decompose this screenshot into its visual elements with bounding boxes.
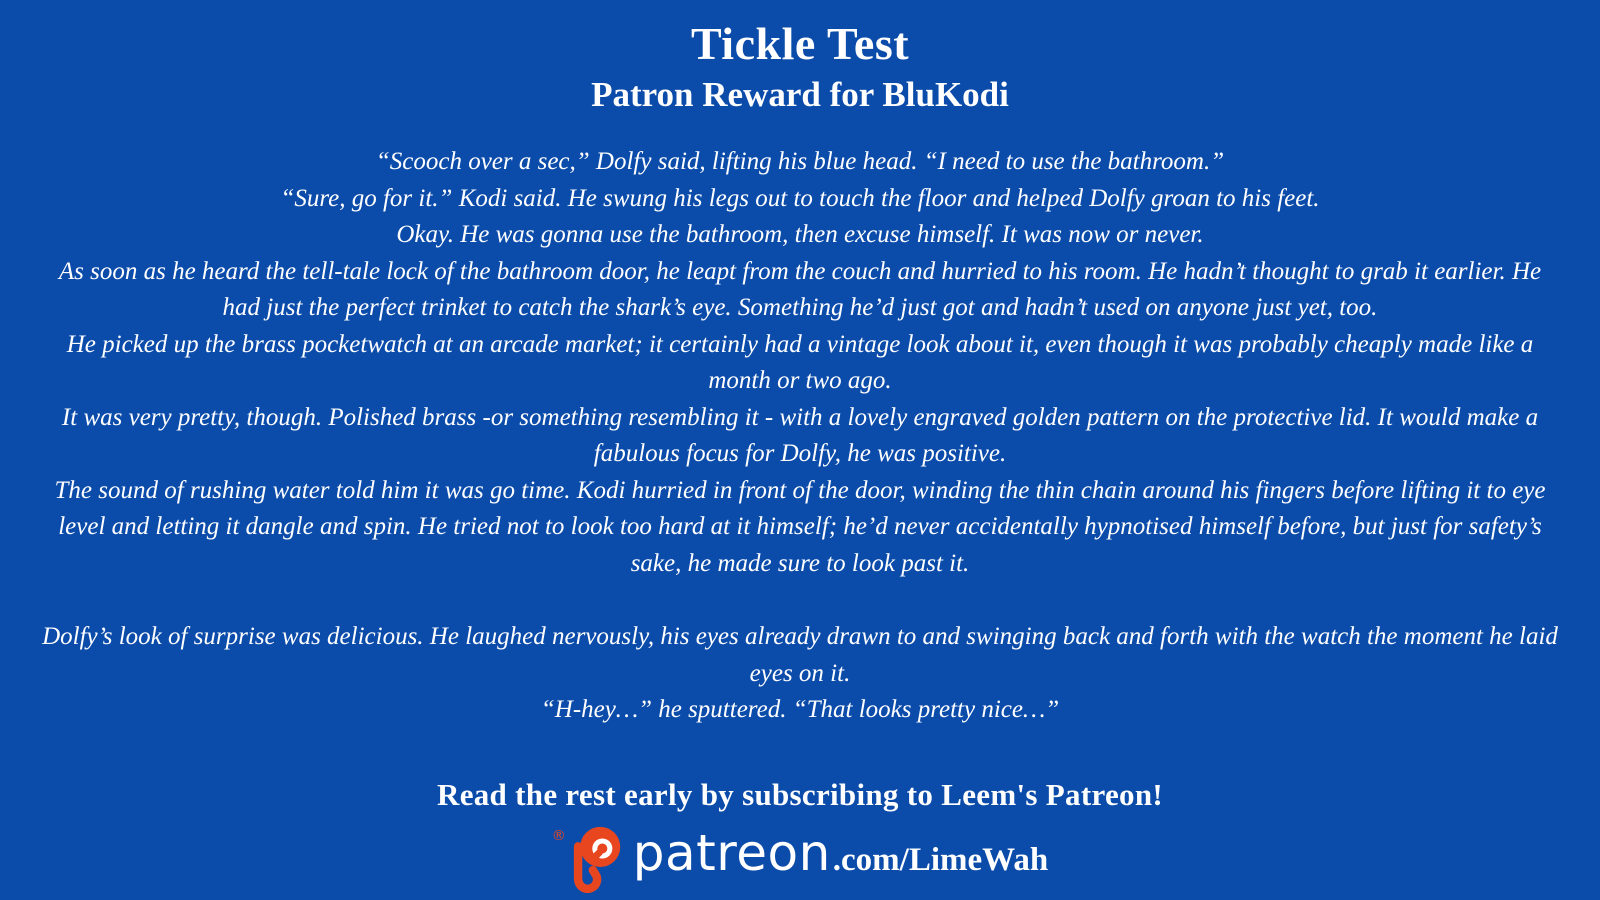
subscribe-cta: Read the rest early by subscribing to Leem's Patreon! [437,777,1163,812]
story-paragraph: He picked up the brass pocketwatch at an arcade market; it certainly had a vintage look about it, even though it was probably cheaply made like a month or two ago. [66,330,1534,394]
patreon-wordmark: patreon [632,824,831,882]
story-paragraph: The sound of rushing water told him it was go time. Kodi hurried in front of the door, winding the thin chain around his fingers before lifting it to eye level and letting it dangle and spin. He tried not to look too hard at it himself; he’d never accidentally hypnotised himself before, but just for safety’s sake, he made sure to look past it. [54,476,1546,577]
patreon-wordmark-group [633,824,1048,882]
patreon-url-suffix: .com/LimeWah [832,842,1049,878]
patreon-logo-icon [567,823,625,893]
story-paragraph: “H-hey…” he sputtered. “That looks pretty nice…” [540,696,1060,723]
registered-trademark: ® [551,828,566,844]
footer [437,776,1163,900]
patreon-link[interactable] [437,818,1163,888]
story-paragraph: It was very pretty, though. Polished brass -or something resembling it - with a lovely engraved golden pattern on the protective lid. It would make a fabulous focus for Dolfy, he was positive. [61,403,1539,467]
story-paragraph: Dolfy’s look of surprise was delicious. He laughed nervously, his eyes already drawn to and swinging back and forth with the watch the moment he laid eyes on it. [42,623,1558,687]
story-paragraph: “Sure, go for it.” Kodi said. He swung his legs out to touch the floor and helped Dolfy groan to his feet. [280,184,1320,212]
story-paragraph: “Scooch over a sec,” Dolfy said, lifting his blue head. “I need to use the bathroom.” [375,148,1225,175]
page-subtitle: Patron Reward for BluKodi [591,75,1009,114]
story-paragraph: As soon as he heard the tell-tale lock of the bathroom door, he leapt from the couch and hurried to his room. He hadn’t thought to grab it earlier. He had just the perfect trinket to catch the shark’s eye. Something he’d just got and hadn’t used on anyone just yet, too. [58,257,1542,321]
story-paragraph: Okay. He was gonna use the bathroom, then excuse himself. It was now or never. [396,221,1204,248]
header [591,18,1009,116]
page-title: Tickle Test [690,18,910,69]
story-text [38,144,1562,729]
